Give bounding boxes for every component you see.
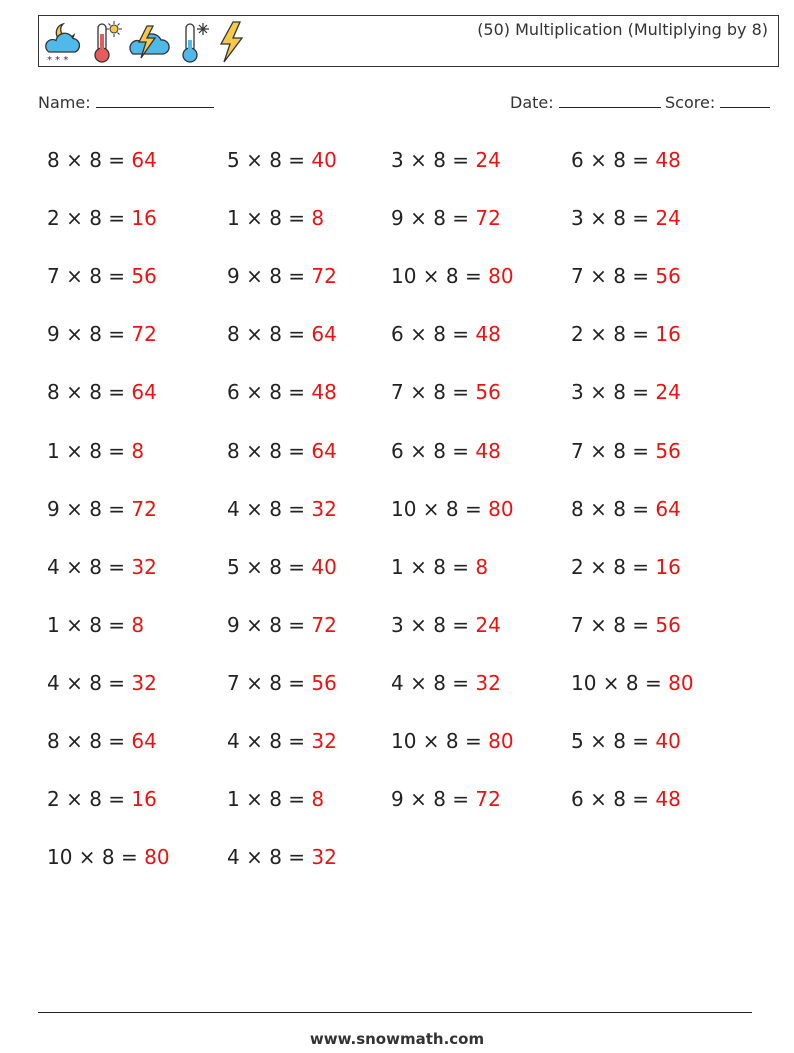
problem-item (47, 845, 170, 869)
problem-answer: 32 (311, 729, 337, 753)
name-field (38, 93, 214, 112)
problem-item (227, 787, 324, 811)
problem-answer: 56 (655, 612, 681, 637)
problem-question: 6 × 8 = (391, 322, 470, 347)
problem-item (571, 555, 681, 579)
problem-item (227, 206, 324, 230)
problem-question: 8 × 8 = (227, 322, 306, 347)
problem-question: 5 × 8 = (227, 554, 306, 579)
problem-answer: 32 (311, 496, 337, 521)
problem-answer: 72 (311, 264, 337, 289)
problem-item (571, 439, 681, 463)
problem-item (391, 787, 501, 811)
problem-item (227, 845, 337, 869)
worksheet-header (38, 15, 779, 67)
problem-answer: 48 (655, 148, 681, 172)
problem-question: 7 × 8 = (47, 264, 126, 289)
problem-answer: 72 (131, 322, 157, 347)
problem-answer: 40 (311, 554, 337, 579)
problem-question: 6 × 8 = (571, 787, 650, 812)
problem-answer: 8 (131, 438, 145, 463)
problem-item (47, 380, 157, 404)
problem-item (227, 148, 337, 172)
problem-answer: 48 (475, 438, 501, 463)
problem-answer: 64 (131, 729, 157, 753)
problem-answer: 80 (488, 496, 514, 521)
problem-question: 1 × 8 = (227, 206, 306, 231)
score-label: Score: (665, 93, 716, 112)
problem-question: 9 × 8 = (391, 787, 470, 812)
problem-item (227, 613, 337, 637)
problem-answer: 64 (131, 148, 157, 172)
problem-question: 1 × 8 = (47, 438, 126, 463)
problem-answer: 48 (655, 787, 681, 812)
problem-question: 4 × 8 = (227, 845, 306, 870)
problem-answer: 8 (311, 206, 325, 231)
problem-question: 8 × 8 = (47, 729, 126, 753)
cloud-lightning-icon (127, 20, 173, 64)
problem-answer: 64 (131, 380, 157, 405)
problem-item (227, 555, 337, 579)
footer-website: www.snowmath.com (309, 1030, 485, 1048)
problem-item (391, 264, 514, 288)
problem-question: 6 × 8 = (391, 438, 470, 463)
problem-question: 9 × 8 = (391, 206, 470, 231)
problem-item (571, 264, 681, 288)
problem-question: 6 × 8 = (571, 148, 650, 172)
problem-question: 3 × 8 = (391, 148, 470, 172)
problem-question: 4 × 8 = (47, 670, 126, 695)
problem-question: 4 × 8 = (227, 729, 306, 753)
problem-answer: 72 (311, 612, 337, 637)
problem-answer: 64 (311, 322, 337, 347)
problem-answer: 32 (311, 845, 337, 870)
problem-answer: 8 (131, 612, 145, 637)
problem-question: 4 × 8 = (47, 554, 126, 579)
problem-item (571, 497, 681, 521)
problem-answer: 8 (475, 554, 489, 579)
problem-answer: 8 (311, 787, 325, 812)
problem-answer: 56 (131, 264, 157, 289)
problem-question: 2 × 8 = (47, 206, 126, 231)
problem-answer: 64 (311, 438, 337, 463)
problem-question: 9 × 8 = (47, 496, 126, 521)
problem-answer: 72 (475, 787, 501, 812)
problem-answer: 56 (475, 380, 501, 405)
problem-question: 7 × 8 = (227, 670, 306, 695)
problem-answer: 40 (311, 148, 337, 172)
problem-question: 8 × 8 = (47, 380, 126, 405)
problem-item (391, 148, 501, 172)
problem-question: 9 × 8 = (47, 322, 126, 347)
problem-item (227, 497, 337, 521)
problem-item (227, 671, 337, 695)
problem-question: 7 × 8 = (571, 612, 650, 637)
problem-question: 7 × 8 = (571, 264, 650, 289)
problem-item (391, 380, 501, 404)
problem-answer: 72 (131, 496, 157, 521)
problem-item (47, 555, 157, 579)
problem-item (47, 497, 157, 521)
problem-item (47, 729, 157, 753)
problem-question: 3 × 8 = (571, 380, 650, 405)
problem-answer: 56 (655, 264, 681, 289)
problem-item (391, 439, 501, 463)
problem-answer: 32 (475, 670, 501, 695)
date-label: Date: (510, 93, 554, 112)
problem-item (227, 322, 337, 346)
problem-question: 1 × 8 = (391, 554, 470, 579)
problem-question: 9 × 8 = (227, 612, 306, 637)
problem-answer: 24 (475, 612, 501, 637)
score-field (665, 93, 770, 112)
problem-answer: 48 (475, 322, 501, 347)
problem-item (391, 555, 488, 579)
problem-question: 1 × 8 = (227, 787, 306, 812)
problem-item (47, 148, 157, 172)
problem-item (571, 322, 681, 346)
name-blank-line (96, 93, 214, 108)
problem-item (571, 380, 681, 404)
problem-answer: 56 (655, 438, 681, 463)
problem-question: 7 × 8 = (571, 438, 650, 463)
problem-question: 10 × 8 = (571, 670, 662, 695)
problem-answer: 16 (655, 322, 681, 347)
weather-icons (41, 19, 247, 65)
problem-answer: 16 (655, 554, 681, 579)
problem-answer: 16 (131, 206, 157, 231)
problem-question: 2 × 8 = (47, 787, 126, 812)
name-label: Name: (38, 93, 91, 112)
problem-item (227, 729, 337, 753)
problem-question: 5 × 8 = (571, 729, 650, 753)
problem-item (227, 380, 337, 404)
problem-answer: 80 (488, 729, 514, 753)
date-blank-line (559, 93, 661, 108)
problem-answer: 24 (655, 380, 681, 405)
footer-divider (38, 1012, 752, 1013)
score-blank-line (720, 93, 770, 108)
problem-answer: 24 (475, 148, 501, 172)
problem-question: 3 × 8 = (391, 612, 470, 637)
problem-item (47, 787, 157, 811)
thermometer-hot-icon (89, 20, 123, 64)
problem-answer: 80 (488, 264, 514, 289)
problem-item (227, 439, 337, 463)
problem-answer: 24 (655, 206, 681, 231)
problem-item (391, 497, 514, 521)
problem-item (571, 671, 694, 695)
problem-answer: 32 (131, 554, 157, 579)
problem-question: 8 × 8 = (227, 438, 306, 463)
problem-item (47, 671, 157, 695)
problem-item (227, 264, 337, 288)
problem-item (47, 613, 144, 637)
problem-question: 2 × 8 = (571, 554, 650, 579)
problem-item (391, 613, 501, 637)
problem-question: 10 × 8 = (391, 729, 482, 753)
problem-item (47, 206, 157, 230)
problem-answer: 80 (668, 670, 694, 695)
problem-item (47, 264, 157, 288)
lightning-bolt-icon (215, 20, 247, 64)
problem-question: 2 × 8 = (571, 322, 650, 347)
problem-question: 7 × 8 = (391, 380, 470, 405)
worksheet-title: (50) Multiplication (Multiplying by 8) (477, 20, 768, 39)
problem-question: 5 × 8 = (227, 148, 306, 172)
problem-question: 10 × 8 = (391, 496, 482, 521)
problem-item (47, 439, 144, 463)
problem-question: 8 × 8 = (571, 496, 650, 521)
problem-answer: 56 (311, 670, 337, 695)
problem-question: 8 × 8 = (47, 148, 126, 172)
problem-item (391, 206, 501, 230)
problem-item (391, 729, 514, 753)
problem-question: 6 × 8 = (227, 380, 306, 405)
problem-question: 10 × 8 = (391, 264, 482, 289)
problem-answer: 80 (144, 845, 170, 870)
thermometer-cold-icon (177, 20, 211, 64)
problem-item (571, 148, 681, 172)
problem-item (571, 729, 681, 753)
problem-item (571, 206, 681, 230)
problem-item (391, 671, 501, 695)
problem-answer: 72 (475, 206, 501, 231)
problem-question: 9 × 8 = (227, 264, 306, 289)
problem-item (571, 613, 681, 637)
problem-answer: 16 (131, 787, 157, 812)
problem-question: 4 × 8 = (227, 496, 306, 521)
svg-text:* * *: * * * (47, 55, 69, 64)
cloud-moon-snow-icon (41, 20, 85, 64)
problem-question: 4 × 8 = (391, 670, 470, 695)
date-field (510, 93, 661, 112)
problem-item (47, 322, 157, 346)
problem-question: 3 × 8 = (571, 206, 650, 231)
problem-answer: 40 (655, 729, 681, 753)
problem-question: 1 × 8 = (47, 612, 126, 637)
problem-question: 10 × 8 = (47, 845, 138, 870)
problem-answer: 48 (311, 380, 337, 405)
problem-item (391, 322, 501, 346)
problem-item (571, 787, 681, 811)
problem-answer: 32 (131, 670, 157, 695)
problem-answer: 64 (655, 496, 681, 521)
